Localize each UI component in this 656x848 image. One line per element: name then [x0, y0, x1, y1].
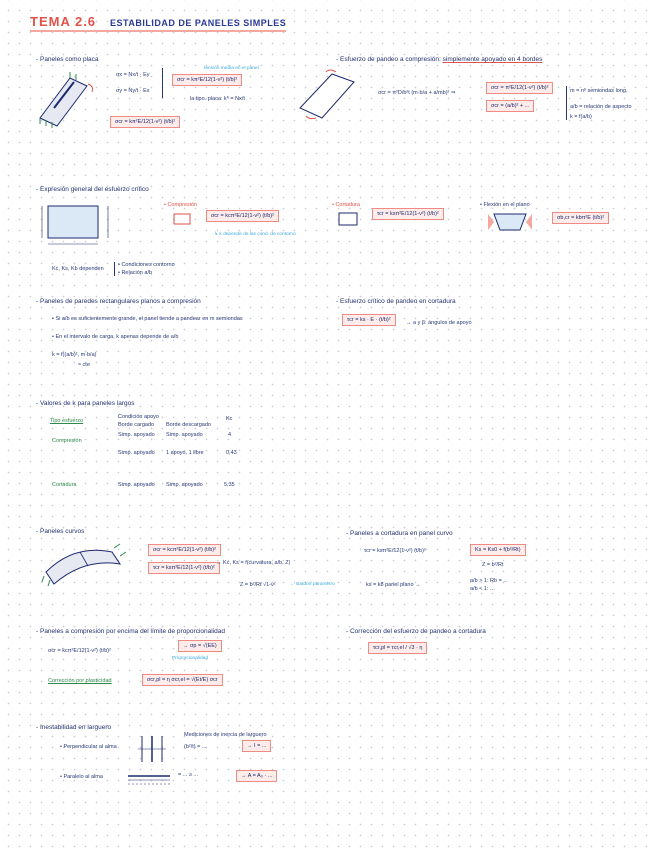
formula-box-9: σcr = kcπ²E/12(1-ν²) (t/b)²	[148, 544, 221, 556]
bullet-perpendicular: • Perpendicular al alma	[60, 744, 117, 750]
note-cond-2: • Relación a/b	[118, 270, 153, 276]
formula-box-1: σcr = kπ²E/12(1-ν²) (t/b)²	[172, 74, 242, 86]
formula-box-5: σcr = kcπ²E/12(1-ν²) (t/b)²	[206, 210, 279, 222]
formula-box-14: τcr,pl = τcr,el / √3 · η	[368, 642, 427, 654]
formula-box-11: Ks = Ks0 + f(b²/Rt)	[470, 544, 526, 556]
heading-cortadura-curvos: - Paneles a cortadura en panel curvo	[346, 530, 453, 537]
col-k: Kc	[226, 416, 233, 422]
eq-ka: k = f((a/b)², m·b/a)	[52, 352, 97, 358]
heading-expresion-general: - Expresión general del esfuerzo crítico	[36, 186, 149, 193]
cell-r2-c3: 0,43	[226, 450, 237, 456]
plate-shear-diagram	[32, 68, 102, 128]
heading-esfuerzo-cortante	[336, 56, 542, 63]
heading-valores-k: - Valores de k para paneles largos	[36, 400, 135, 407]
note-right-3: k = f(a/b)	[570, 114, 592, 120]
cell-r3-c1: Simp. apoyado	[118, 482, 155, 488]
heading-correccion-cortadura: - Corrección del esfuerzo de pandeo a cortadura	[346, 628, 486, 635]
eq-z: Z = b²/Rt √1-ν²	[240, 582, 276, 588]
formula-box-7: σb,cr = kbπ²E (t/b)²	[552, 212, 609, 224]
formula-box-10: τcr = ksπ²E/12(1-ν²) (t/b)²	[148, 562, 220, 574]
note-kb-2: a/b < 1: ...	[470, 586, 495, 592]
formula-box-4: σcr = (a/b)² + ...	[486, 100, 534, 112]
cell-r3-c3: 5,35	[224, 482, 235, 488]
cell-r2-c1: Simp. apoyado	[118, 450, 155, 456]
heading-paneles-compresion: - Paneles a compresión por encima del límite de proporcionalidad	[36, 628, 225, 635]
formula-box-12: → σp = √(EE)	[178, 640, 222, 652]
shear-small-diagram	[336, 210, 362, 228]
formula-box-8: τcr = ks · E · (t/b)²	[342, 314, 396, 326]
bending-small-diagram	[486, 210, 534, 234]
note-blue-1: tensión media en el panel	[204, 66, 259, 71]
title-subtitle: ESTABILIDAD DE PANELES SIMPLES	[110, 18, 287, 28]
bullet-2: • En el intervalo de carga, k apenas depende de a/b	[52, 334, 179, 340]
note-la-tipo: la tipo. placa: k* = Nx/t	[190, 96, 245, 102]
label-flexion: • Flexión en el plano	[480, 202, 530, 208]
note-mediciones: Mediciones de inercia de larguero	[184, 732, 267, 738]
heading-esfuerzo-critico: - Esfuerzo crítico de pandeo en cortadura	[336, 298, 456, 305]
heading-inestabilidad: - Inestabilidad en larguero	[36, 724, 111, 731]
note-ab: → a y β: ángulos de apoyo	[406, 320, 472, 326]
eq-sigma-cr-1: σcr = π²D/b²t (m·b/a + a/mb)² ⇒	[378, 90, 456, 96]
heading-paneles-curvos: - Paneles curvos	[36, 528, 84, 535]
plate-compression-diagram	[296, 70, 356, 122]
eq-sigma-x: σx = Nx/t · Ey	[116, 72, 150, 78]
formula-box-16: → A = A₀ · ...	[236, 770, 277, 782]
label-cortadura: • Cortadura	[332, 202, 360, 208]
note-blue-4: Proporcionalidad	[172, 656, 209, 661]
parallel-diagram	[124, 766, 174, 788]
brace	[162, 68, 163, 98]
note-right-2: a/b = relación de aspecto	[570, 104, 632, 110]
eq-sigma-y: σy = Ny/t · Ex	[116, 88, 150, 94]
curved-panel-diagram	[40, 538, 130, 588]
formula-box-6: τcr = ksπ²E/12(1-ν²) (t/b)²	[372, 208, 444, 220]
eq-z2: Z = b²/Rt	[482, 562, 504, 568]
bullet-1: • Si a/b es suficientemente grande, el panel tiende a pandear en m semiondas	[52, 316, 243, 322]
label-correccion-plasticidad: Corrección por plasticidad	[48, 678, 112, 684]
rectangular-plate-diagram	[38, 200, 118, 250]
brace-2	[566, 86, 567, 120]
cell-r1-c1: Simp. apoyado	[118, 432, 155, 438]
compression-small-diagram	[172, 212, 194, 226]
formula-box-2: σcr = kπ²E/12(1-ν²) (t/b)²	[110, 116, 180, 128]
note-panel-plano: ks = k8 panel plano →	[366, 582, 421, 588]
note-blue-2: ↳ k depende de las cond. de contorno	[214, 232, 296, 237]
heading-placa-plana: - Paneles como placa	[36, 56, 99, 63]
note-blue-3: ← Batdorf parámetro	[290, 582, 335, 587]
formula-box-3: σcr = π²E/12(1-ν²) (t/b)²	[486, 82, 553, 94]
row-group-cortadura: Cortadura	[52, 482, 77, 488]
eq-sigma-cr-6: σcr = kcπ²E/12(1-ν²) (t/b)²	[48, 648, 111, 654]
label-compresion: • Compresión	[164, 202, 198, 208]
col-condicion: Condición apoyo	[118, 414, 159, 420]
formula-box-15: → I = ...	[242, 740, 271, 752]
cell-r3-c2: Simp. apoyado	[166, 482, 203, 488]
cell-r2-c2: 1 apoyo, 1 libre	[166, 450, 204, 456]
note-right-1: m = nº semiondas long.	[570, 88, 628, 94]
formula-box-13: σcr,pl = η σcr,el = √(Et/E) σcr	[142, 674, 223, 686]
note-kb-1: a/b > 1: Rb = ...	[470, 578, 508, 584]
cell-r1-c2: Simp. apoyado	[166, 432, 203, 438]
col-borde-descargado: Borde descargado	[166, 422, 211, 428]
brace-3	[114, 262, 115, 276]
row-group-compresion: Compresión	[52, 438, 82, 444]
heading-paneles-planos: - Paneles de paredes rectangulares planos a compresión	[36, 298, 201, 305]
note-coefs: Kc, Ks, Kb dependen	[52, 266, 104, 272]
eq-perp: (b²/t) = ...	[184, 744, 207, 750]
col-borde-cargado: Borde cargado	[118, 422, 155, 428]
cell-r1-c3: 4	[228, 432, 232, 438]
note-cond-1: • Condiciones contorno	[118, 262, 175, 268]
eq-ka-2: ≈ cte	[78, 362, 90, 368]
title-main: TEMA 2.6	[30, 14, 97, 29]
heading-part-b: simplemente apoyado en 4 bordes	[442, 56, 543, 63]
perpendicular-diagram	[136, 732, 170, 766]
note-kc: → Kc, Ks = f(curvatura, a/b, Z)	[216, 560, 291, 566]
eq-paralelo: = ... ≥ ...	[178, 772, 198, 778]
page-title	[30, 14, 286, 32]
bullet-paralelo: • Paralelo al alma	[60, 774, 103, 780]
eq-tau-cr: τcr = ksπ²E/12(1-ν²) (t/b)²	[364, 548, 426, 554]
heading-part-a: Esfuerzo de pandeo a compresión:	[339, 56, 441, 63]
col-tipo-esfuerzo: Tipo esfuerzo	[50, 418, 84, 424]
